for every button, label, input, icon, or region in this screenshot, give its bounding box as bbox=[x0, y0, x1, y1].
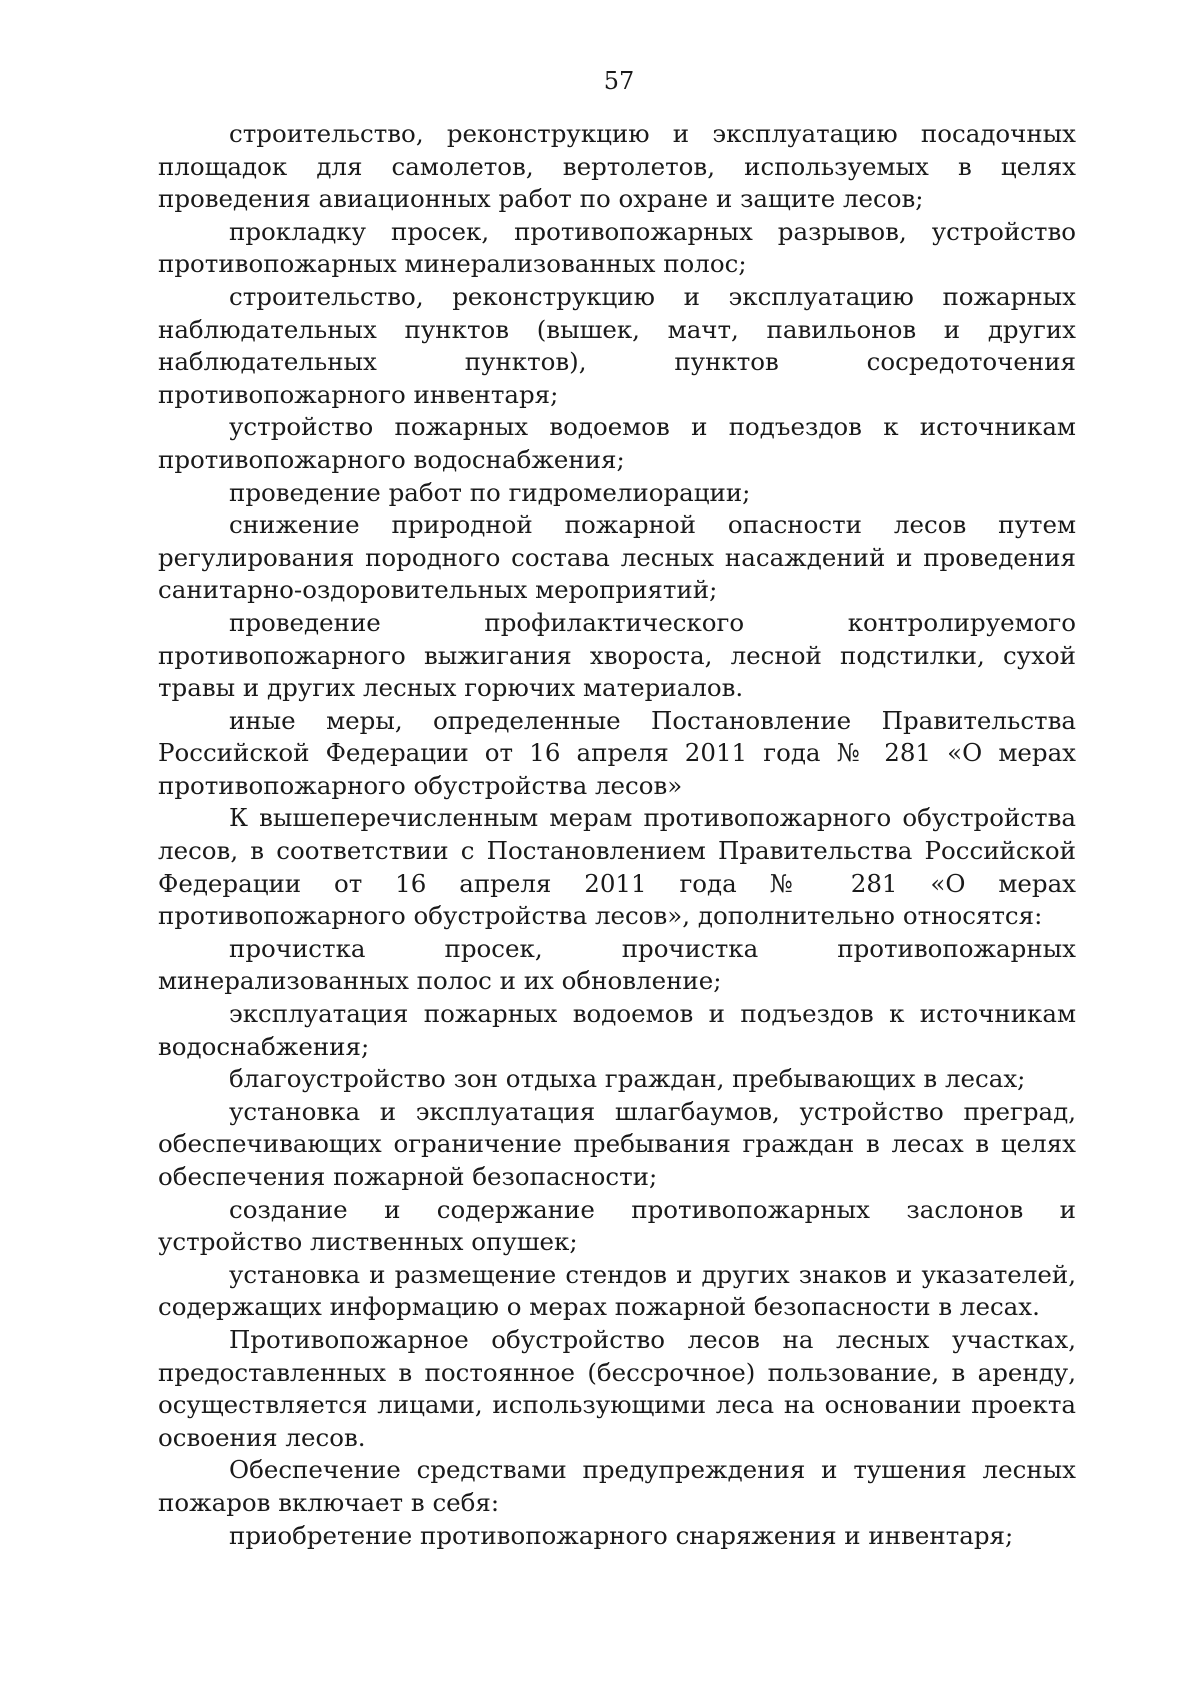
paragraph-18: приобретение противопожарного снаряжения и инвентаря; bbox=[229, 1520, 1014, 1550]
paragraph-8: иные меры, определенные Постановление Правительства Российской Федерации от 16 апреля 2011 года № 281 «О мерах противопожарного обустройства лесов» bbox=[158, 705, 1076, 800]
paragraph-10: прочистка просек, прочистка противопожарных минерализованных полос и их обновление; bbox=[158, 933, 1076, 996]
paragraph-11: эксплуатация пожарных водоемов и подъездов к источникам водоснабжения; bbox=[158, 999, 1076, 1061]
paragraph-6: снижение природной пожарной опасности лесов путем регулирования породного состава лесных насаждений и проведения санитарно-оздоровительных мероприятий; bbox=[158, 510, 1076, 605]
paragraph-2: прокладку просек, противопожарных разрывов, устройство противопожарных минерализованных полос; bbox=[158, 216, 1076, 279]
paragraph-7: проведение профилактического контролируемого противопожарного выжигания хвороста, лесной подстилки, сухой травы и других лесных горючих материалов. bbox=[158, 607, 1076, 703]
paragraph-12: благоустройство зон отдыха граждан, пребывающих в лесах; bbox=[229, 1064, 1026, 1094]
paragraph-4: устройство пожарных водоемов и подъездов к источникам противопожарного водоснабжения; bbox=[158, 412, 1076, 474]
document-body bbox=[158, 118, 1076, 1552]
page-number: 57 bbox=[603, 67, 635, 95]
paragraph-14: создание и содержание противопожарных заслонов и устройство лиственных опушек; bbox=[158, 1194, 1076, 1257]
paragraph-9: К вышеперечисленным мерам противопожарного обустройства лесов, в соответствии с Постановлением Правительства Российской Федерации от 16 апреля 2011 года № 281 «О мерах противопожарного обустройства лесов», дополнительно относятся: bbox=[158, 803, 1076, 931]
paragraph-3: строительство, реконструкцию и эксплуатацию пожарных наблюдательных пунктов (вышек, мачт, павильонов и других наблюдательных пунктов), пунктов сосредоточения противопожарного инвентаря; bbox=[158, 281, 1076, 409]
paragraph-1: строительство, реконструкцию и эксплуатацию посадочных площадок для самолетов, вертолетов, используемых в целях проведения авиационных работ по охране и защите лесов; bbox=[158, 119, 1076, 214]
paragraph-13: установка и эксплуатация шлагбаумов, устройство преград, обеспечивающих ограничение пребывания граждан в лесах в целях обеспечения пожарной безопасности; bbox=[158, 1096, 1076, 1191]
paragraph-16: Противопожарное обустройство лесов на лесных участках, предоставленных в постоянное (бессрочное) пользование, в аренду, осуществляется лицами, использующими леса на основании проекта освоения лесов. bbox=[158, 1324, 1076, 1452]
paragraph-17: Обеспечение средствами предупреждения и тушения лесных пожаров включает в себя: bbox=[158, 1455, 1076, 1517]
paragraph-15: установка и размещение стендов и других знаков и указателей, содержащих информацию о мерах пожарной безопасности в лесах. bbox=[158, 1259, 1076, 1322]
paragraph-5: проведение работ по гидромелиорации; bbox=[229, 477, 751, 507]
